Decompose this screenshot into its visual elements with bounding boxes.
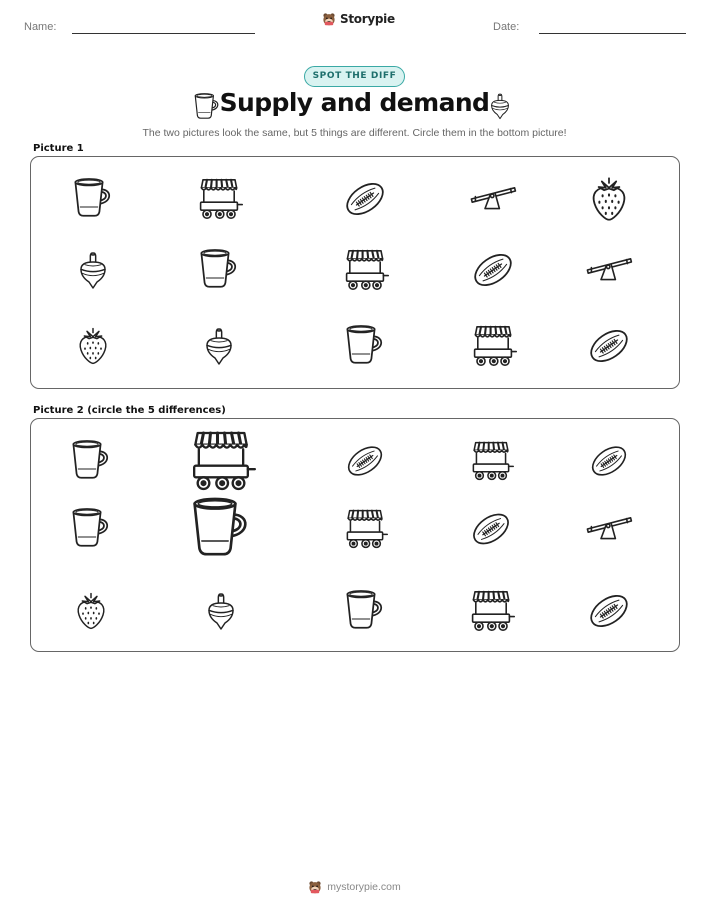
page-title: Supply and demand <box>219 88 490 117</box>
name-label: Name: <box>24 21 57 33</box>
teacup-icon[interactable] <box>67 437 115 485</box>
footer-link[interactable]: mystorypie.com <box>327 881 401 893</box>
seesaw-icon <box>585 246 633 294</box>
teacup-icon <box>341 322 389 370</box>
football-icon <box>341 175 389 223</box>
strawberry-icon[interactable] <box>71 591 111 631</box>
spinning-top-icon[interactable] <box>201 591 241 631</box>
football-icon <box>469 246 517 294</box>
football-icon <box>585 322 633 370</box>
teacup-icon <box>195 246 243 294</box>
market-cart-icon[interactable] <box>467 587 515 635</box>
instructions: The two pictures look the same, but 5 things are different. Circle them in the bottom picture! <box>142 127 567 139</box>
picture-2-label: Picture 2 (circle the 5 differences) <box>33 405 226 416</box>
market-cart-icon[interactable] <box>468 438 514 484</box>
footer <box>0 880 709 894</box>
storypie-mascot-icon <box>322 12 336 26</box>
market-cart-icon <box>195 175 243 223</box>
name-field-line[interactable] <box>72 33 255 34</box>
seesaw-icon[interactable] <box>585 505 633 553</box>
spinning-top-icon <box>199 326 239 366</box>
market-cart-icon <box>341 246 389 294</box>
picture-1-panel <box>30 156 680 389</box>
market-cart-icon[interactable] <box>186 426 256 496</box>
picture-2-panel[interactable] <box>30 418 680 652</box>
brand-name: Storypie <box>340 12 395 26</box>
strawberry-icon <box>73 326 113 366</box>
market-cart-icon[interactable] <box>342 506 388 552</box>
market-cart-icon <box>469 322 517 370</box>
football-icon[interactable] <box>468 506 514 552</box>
teacup-icon[interactable] <box>185 493 257 565</box>
teacup-icon[interactable] <box>67 505 115 553</box>
spot-the-diff-badge: SPOT THE DIFF <box>304 66 405 87</box>
spinning-top-icon <box>73 250 113 290</box>
teacup-icon[interactable] <box>341 587 389 635</box>
football-icon[interactable] <box>585 587 633 635</box>
date-label: Date: <box>493 21 520 33</box>
teacup-icon <box>69 175 117 223</box>
storypie-mascot-icon <box>308 880 322 894</box>
picture-1-label: Picture 1 <box>33 143 84 154</box>
football-icon[interactable] <box>343 439 387 483</box>
seesaw-icon <box>469 175 517 223</box>
brand-logo <box>322 12 395 26</box>
football-icon[interactable] <box>587 439 631 483</box>
spinning-top-icon <box>486 90 514 122</box>
strawberry-icon <box>585 175 633 223</box>
date-field-line[interactable] <box>539 33 686 34</box>
